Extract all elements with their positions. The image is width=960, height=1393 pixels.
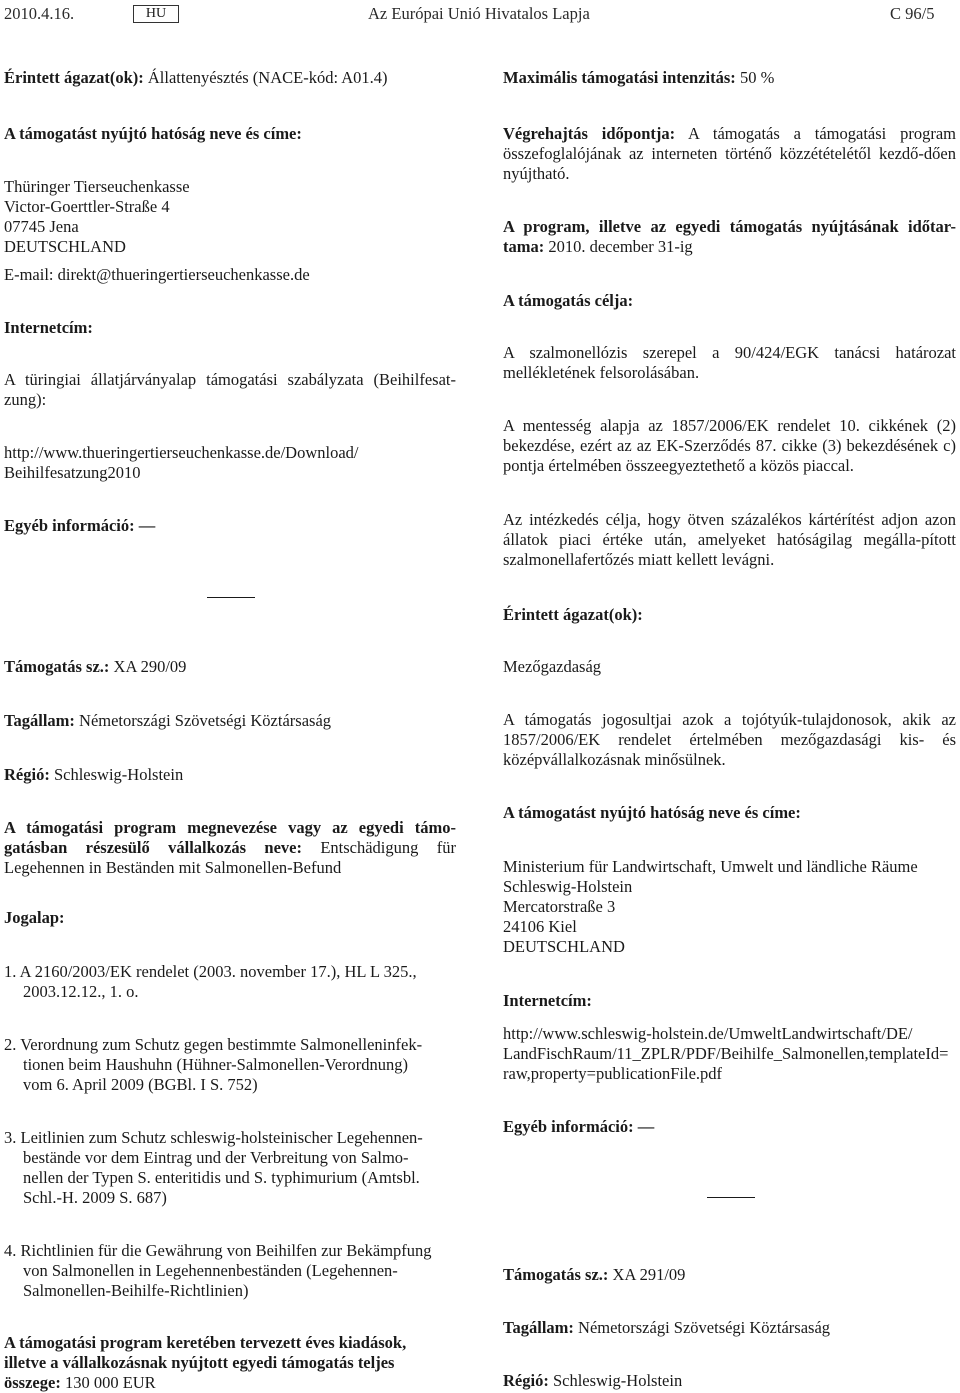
legal-item: 4. Richtlinien für die Gewährung von Beihilfen zur Bekämpfung von Salmonellen in Legehennenbeständen (Legehennen- Salmonellen-Beihilfe-Richtlinien)	[4, 1241, 432, 1300]
sector-entry: Érintett ágazat(ok): Állattenyésztés (NACE-kód: A01.4)	[4, 68, 388, 87]
region: Régió: Schleswig-Holstein	[4, 765, 184, 784]
other-info: Egyéb információ: —	[503, 1117, 655, 1136]
objective-heading: A támogatás célja:	[503, 291, 634, 310]
objective-paragraph: Az intézkedés célja, hogy ötven százalékos kártérítést adjon azon állatok piaci értéke után, amelyeket hatóságilag megálla-pított szalmonellafertőzés miatt kellett levágni.	[503, 510, 956, 569]
page-reference: C 96/5	[890, 4, 935, 23]
page-header	[0, 4, 960, 24]
member-state: Tagállam: Németországi Szövetségi Köztársaság	[503, 1318, 831, 1337]
web-url-link[interactable]: http://www.schleswig-holstein.de/UmweltLandwirtschaft/DE/ LandFischRaum/11_ZPLR/PDF/Beihilfe_Salmonellen,templateId= raw,property=publicationFile.pdf	[503, 1024, 949, 1083]
max-intensity: Maximális támogatási intenzitás: 50 %	[503, 68, 775, 87]
objective-paragraph: A mentesség alapja az 1857/2006/EK rendelet 10. cikkének (2) bekezdése, ezért az az EK-Szerződés 87. cikke (3) bekezdésének c) pontja értelmében összeegyeztethető a közös piaccal.	[503, 416, 956, 475]
section-separator	[707, 1197, 755, 1198]
web-url-link[interactable]: http://www.thueringertierseuchenkasse.de/Download/ Beihilfesatzung2010	[4, 443, 359, 482]
authority-address: Ministerium für Landwirtschaft, Umwelt und ländliche Räume Schleswig-Holstein Mercatorstraße 3 24106 Kiel DEUTSCHLAND	[503, 857, 918, 956]
sector-heading: Érintett ágazat(ok):	[503, 605, 643, 624]
aid-number: Támogatás sz.: XA 290/09	[4, 657, 187, 676]
region: Régió: Schleswig-Holstein	[503, 1371, 683, 1390]
section-separator	[207, 597, 255, 598]
scheme-name: A támogatási program megnevezése vagy az egyedi támo-gatásban részesülő vállalkozás neve: Entschädigung für Legehennen in Beständen mit Salmonellen-Befund	[4, 818, 456, 877]
authority-heading: A támogatást nyújtó hatóság neve és címe:	[4, 124, 302, 143]
journal-title: Az Európai Unió Hivatalos Lapja	[368, 4, 590, 23]
email-link[interactable]: E-mail: direkt@thueringertierseuchenkasse.de	[4, 265, 310, 284]
web-heading: Internetcím:	[4, 318, 93, 337]
legal-basis-heading: Jogalap:	[4, 908, 65, 927]
language-badge: HU	[133, 5, 179, 23]
duration: A program, illetve az egyedi támogatás nyújtásának időtar-tama: 2010. december 31-ig	[503, 217, 956, 256]
member-state: Tagállam: Németországi Szövetségi Köztársaság	[4, 711, 332, 730]
authority-heading: A támogatást nyújtó hatóság neve és címe:	[503, 803, 801, 822]
legal-item: 3. Leitlinien zum Schutz schleswig-holsteinischer Legehennen- bestände vor dem Eintrag und der Verbreitung von Salmo- nellen der Typen S. enteritidis und S. typhimurium (Amtsbl. Schl.-H. 2009 S. 687)	[4, 1128, 423, 1207]
legal-item: 2. Verordnung zum Schutz gegen bestimmte Salmonelleninfek- tionen beim Haushuhn (Hühner-Salmonellen-Verordnung) vom 6. April 2009 (BGBl. I S. 752)	[4, 1035, 423, 1094]
aid-number: Támogatás sz.: XA 291/09	[503, 1265, 686, 1284]
authority-address: Thüringer Tierseuchenkasse Victor-Goerttler-Straße 4 07745 Jena DEUTSCHLAND	[4, 177, 190, 256]
implementation-date: Végrehajtás időpontja: A támogatás a támogatási program összefoglalójának az interneten történő közzétételétől kezdő-dően nyújtható.	[503, 124, 956, 183]
legal-item: 1. A 2160/2003/EK rendelet (2003. november 17.), HL L 325., 2003.12.12., 1. o.	[4, 962, 417, 1001]
web-heading: Internetcím:	[503, 991, 592, 1010]
budget: A támogatási program keretében tervezett éves kiadások, illetve a vállalkozásnak nyújtott egyedi támogatás teljes összege: 130 000 EUR	[4, 1333, 407, 1392]
web-description: A türingiai állatjárványalap támogatási szabályzata (Beihilfesat-zung):	[4, 370, 456, 409]
beneficiaries: A támogatás jogosultjai azok a tojótyúk-tulajdonosok, akik az 1857/2006/EK rendelet értelmében mezőgazdasági kis- és középvállalkozásnak minősülnek.	[503, 710, 956, 769]
sector-value: Mezőgazdaság	[503, 657, 602, 676]
other-info: Egyéb információ: —	[4, 516, 156, 535]
header-date: 2010.4.16.	[4, 4, 75, 23]
objective-paragraph: A szalmonellózis szerepel a 90/424/EGK tanácsi határozat mellékletének felsorolásában.	[503, 343, 956, 382]
